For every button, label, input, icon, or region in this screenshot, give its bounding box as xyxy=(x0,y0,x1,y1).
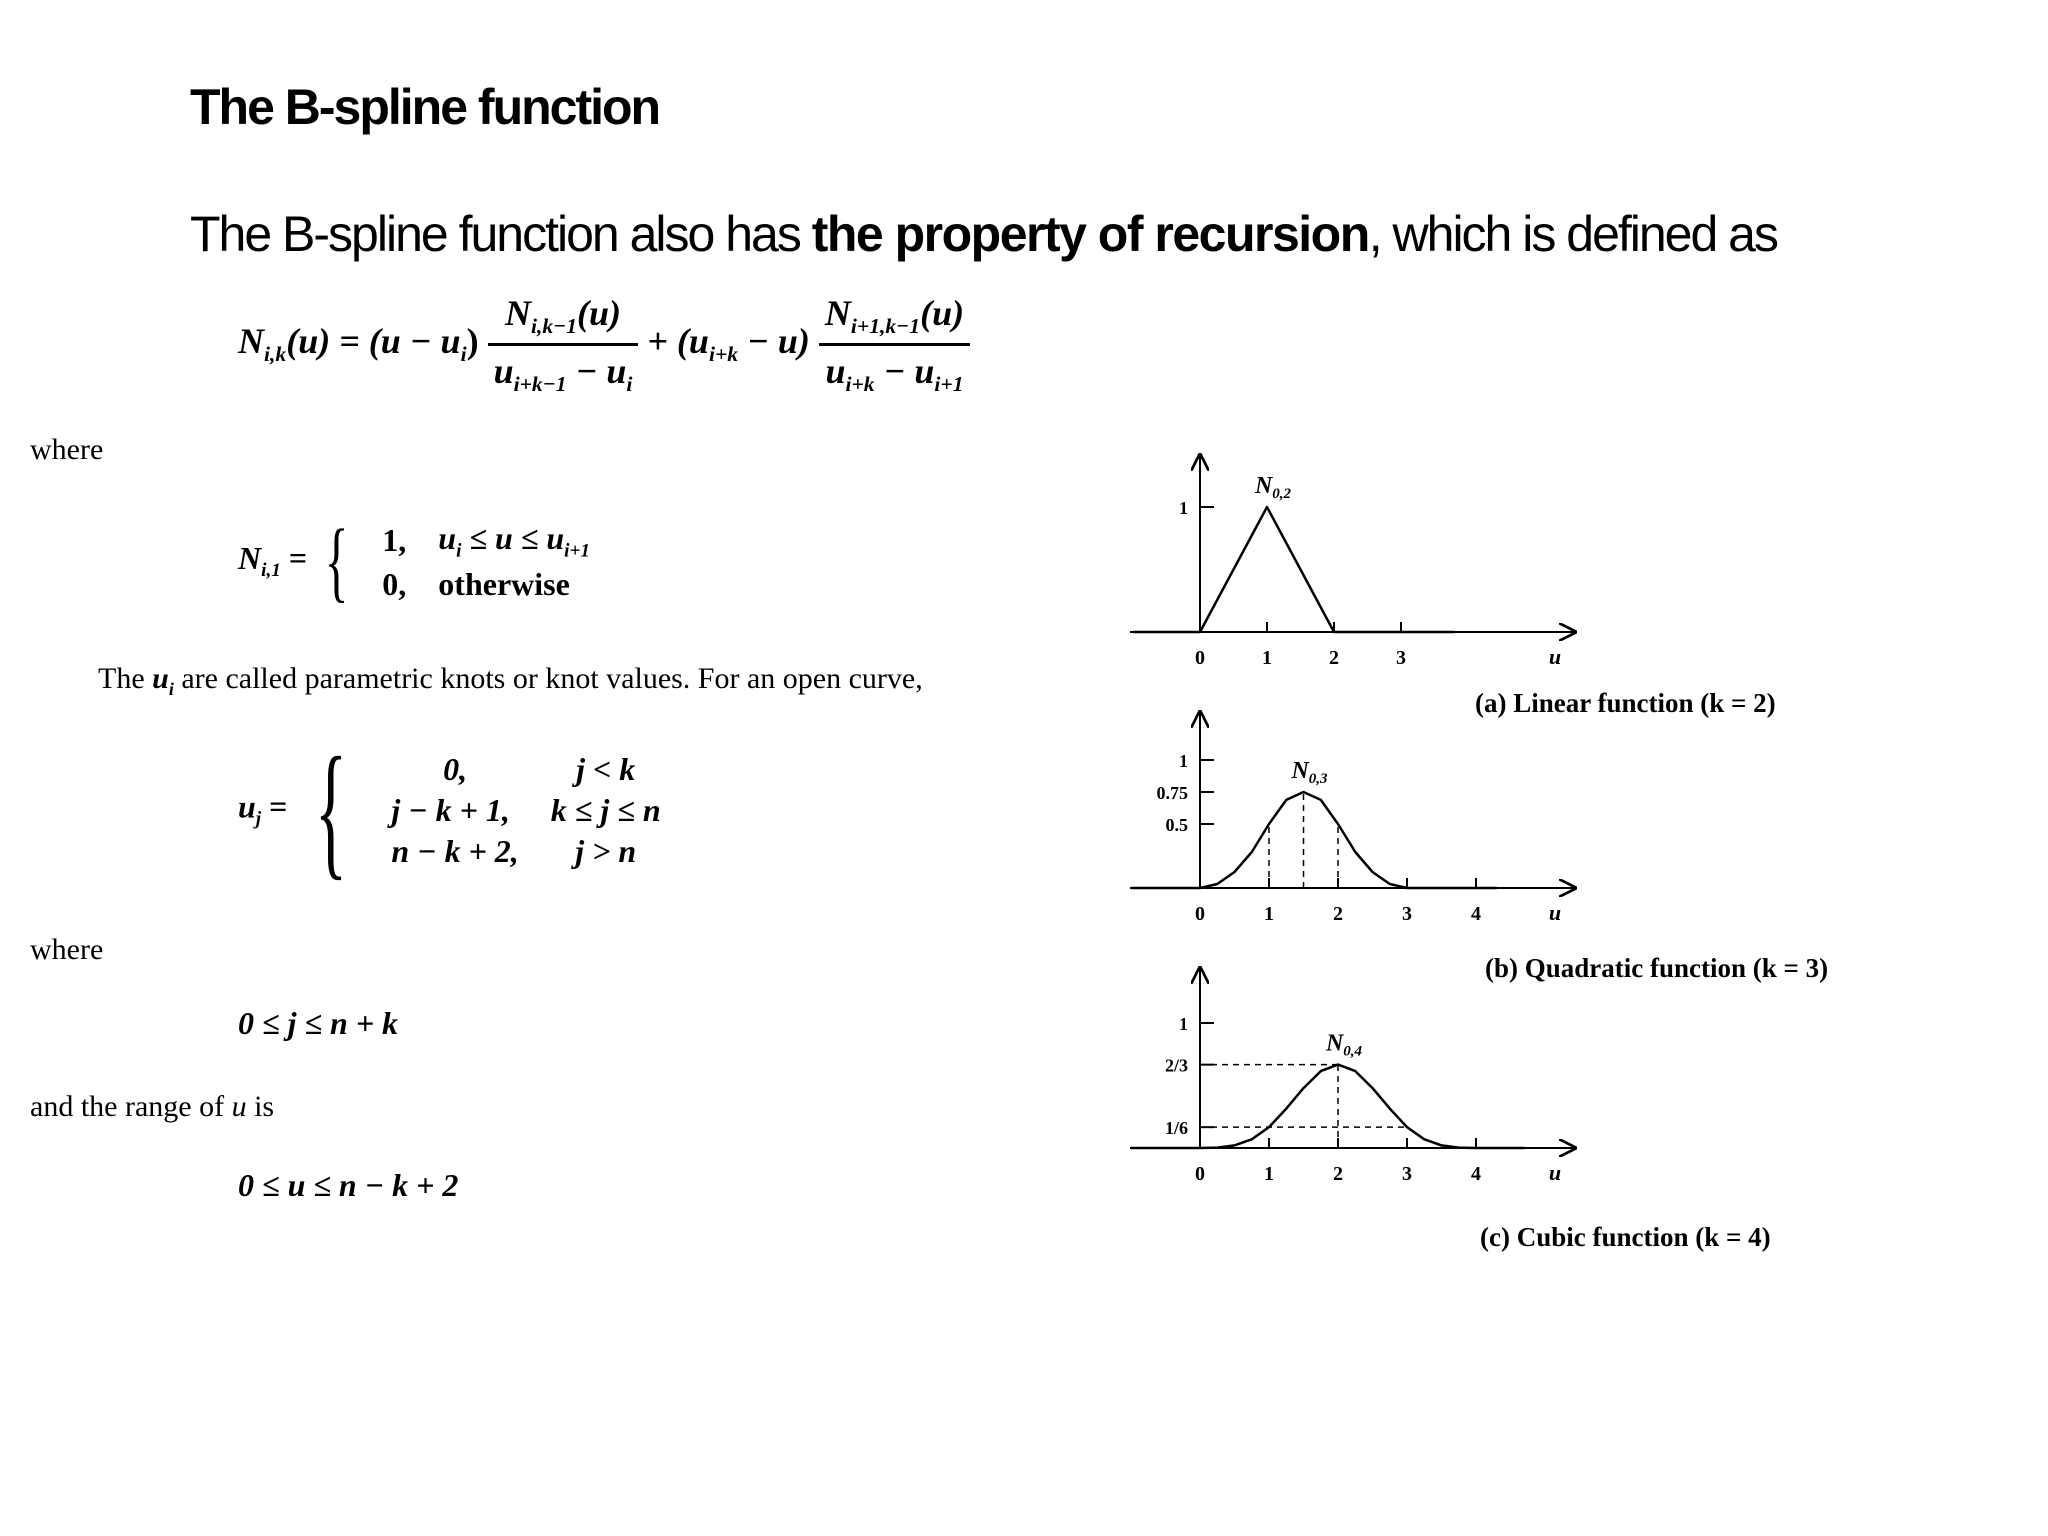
slide-title: The B-spline function xyxy=(190,79,660,135)
fraction-1: $\frac{N_{i,k-1}(u)}{u_{i+k-1} - u_i}$ xyxy=(488,292,639,397)
knots-sentence: The $u_i$ are called parametric knots or knot values. For an open curve, xyxy=(98,662,923,699)
x-tick-label: 3 xyxy=(1402,903,1412,925)
j-range-equation: 0 ≤ j ≤ n + k xyxy=(238,1005,399,1041)
intro-end: , which is defined as xyxy=(1368,206,1777,262)
caption-quadratic: (b) Quadratic function (k = 3) xyxy=(1485,953,1829,983)
x-tick-label: 4 xyxy=(1471,1163,1481,1185)
intro-bold: the property of recursion xyxy=(811,206,1369,262)
x-tick-label: 1 xyxy=(1264,1163,1274,1185)
y-tick-label: 0.5 xyxy=(1165,815,1188,835)
bspline-charts xyxy=(1120,440,1880,1280)
x-tick-label: 0 xyxy=(1195,903,1205,925)
intro-text xyxy=(190,205,1777,263)
curve-label: $N_{0,3}$ xyxy=(1291,758,1328,787)
recursion-equation: $N_{i,k}(u) = (u - u_i)$ $\frac{N_{i,k-1}(u)}{u_{i+k-1} - u_i}$ + $(u_{i+k} - u)$ $\frac{N_{i+1,k-1}(u)}{u_{i+k} - u_{i+1}}$ xyxy=(238,292,970,397)
basis-curve xyxy=(1131,792,1497,888)
y-tick-label: 1 xyxy=(1179,751,1188,771)
intro-plain: The B-spline function also has xyxy=(190,206,812,262)
x-tick-label: 1 xyxy=(1264,903,1274,925)
n-i1-equation: $N_{i,1}$ = { 1, $u_i \le u \le u_{i+1}$ 0, otherwise xyxy=(238,512,590,611)
caption-cubic: (c) Cubic function (k = 4) xyxy=(1480,1222,1771,1252)
where-label-2: where xyxy=(30,933,104,966)
x-tick-label: 2 xyxy=(1333,903,1343,925)
x-tick-label: 3 xyxy=(1402,1163,1412,1185)
y-tick-label: 0.75 xyxy=(1156,783,1188,803)
curve-label: $N_{0,2}$ xyxy=(1254,473,1292,502)
curve-label: $N_{0,4}$ xyxy=(1325,1030,1363,1060)
x-axis-label: u xyxy=(1548,900,1562,925)
x-tick-label: 3 xyxy=(1396,647,1406,669)
basis-curve xyxy=(1131,1065,1524,1148)
u-j-equation: $u_j$ = { 0, j < k j − k + 1, k ≤ j ≤ n n − k + 2, j > n xyxy=(238,727,661,893)
x-tick-label: 1 xyxy=(1262,647,1272,669)
basis-curve xyxy=(1133,507,1455,632)
x-tick-label: 2 xyxy=(1333,1163,1343,1185)
y-tick-label: 1 xyxy=(1179,1014,1188,1034)
fraction-2: $\frac{N_{i+1,k-1}(u)}{u_{i+k} - u_{i+1}}$ xyxy=(819,292,970,397)
x-tick-label: 2 xyxy=(1329,647,1339,669)
x-tick-label: 0 xyxy=(1195,1163,1205,1185)
x-tick-label: 0 xyxy=(1195,647,1205,669)
y-tick-label: 2/3 xyxy=(1164,1055,1188,1076)
x-tick-label: 4 xyxy=(1471,903,1481,925)
u-range-equation: 0 ≤ u ≤ n − k + 2 xyxy=(238,1167,459,1203)
y-tick-label: 1/6 xyxy=(1164,1118,1188,1139)
y-tick-label: 1 xyxy=(1179,498,1188,518)
x-axis-label: u xyxy=(1548,644,1562,669)
caption-linear: (a) Linear function (k = 2) xyxy=(1475,688,1776,718)
x-axis-label: u xyxy=(1548,1160,1562,1185)
where-label-1: where xyxy=(30,433,104,466)
range-sentence: and the range of u is xyxy=(30,1090,275,1123)
